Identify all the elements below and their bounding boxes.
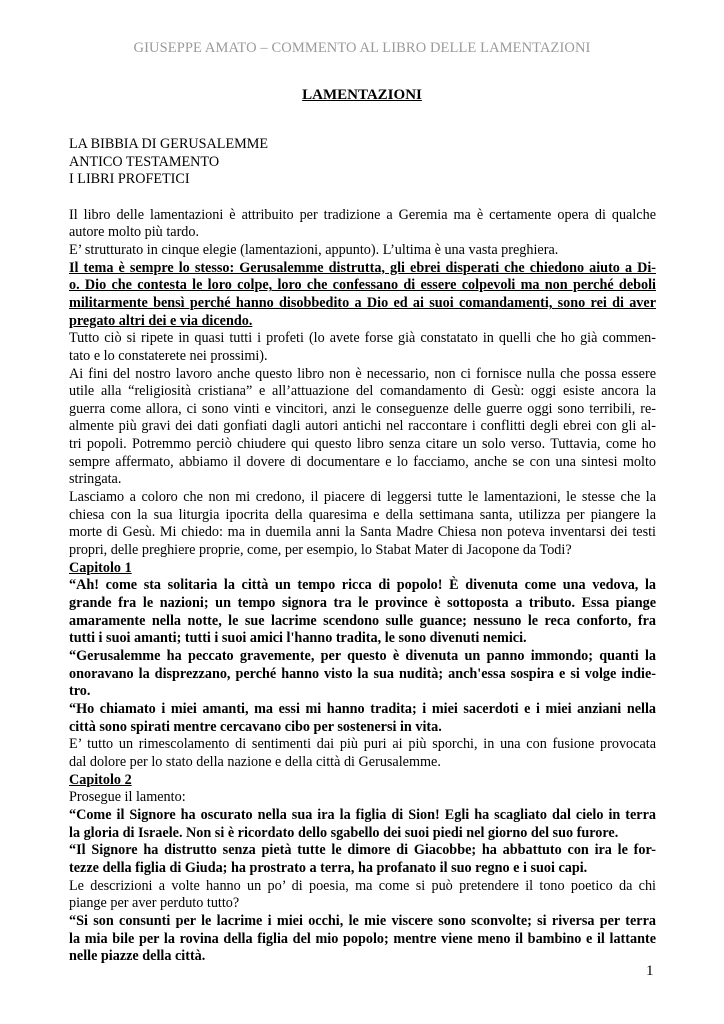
text-line: sempre affermato, abbiamo il dovere di documentare e lo facciamo, anche se con una sintesi molto	[69, 453, 656, 470]
text-line: onoravano la disprezzano, perché hanno visto la sua nudità; anch'essa sospira e si volge indie-	[69, 665, 656, 682]
text-lines	[69, 207, 656, 966]
document-body	[69, 136, 656, 966]
text-line: amaramente nella notte, le sue lacrime scendono sulle guance; nessuno le reca conforto, fra	[69, 612, 656, 629]
text-line: “Ah! come sta solitaria la città un tempo ricca di popolo! È divenuta come una vedova, la	[69, 577, 656, 594]
text-line: Tutto ciò si ripete in quasi tutti i profeti (lo avete forse già constatato in quelli che ho già commen-	[69, 330, 656, 347]
text-line: Capitolo 1	[69, 559, 132, 576]
text-line: E’ tutto un rimescolamento di sentimenti dai più puri ai più sporchi, in una con fusione provocata	[69, 736, 656, 753]
text-line: almente più gravi dei dati gonfiati dagli autori antichi nel raccontare i conflitti degli ebrei con gli al-	[69, 418, 656, 435]
text-line: pregato altri dei e via dicendo.	[69, 312, 253, 329]
text-line: “Ho chiamato i miei amanti, ma essi mi hanno tradita; i miei sacerdoti e i miei anziani nella	[69, 700, 656, 717]
text-line: la mia bile per la rovina della figlia del mio popolo; mentre viene meno il bambino e il lattante	[69, 930, 656, 947]
text-line: “Il Signore ha distrutto senza pietà tutte le dimore di Giacobbe; ha abbattuto con ira le for-	[69, 842, 656, 859]
text-line: E’ strutturato in cinque elegie (lamentazioni, appunto). L’ultima è una vasta preghiera.	[69, 241, 559, 258]
text-line: Prosegue il lamento:	[69, 789, 186, 806]
text-line: dal dolore per lo stato della nazione e della città di Gerusalemme.	[69, 753, 441, 770]
text-line: Le descrizioni a volte hanno un po’ di poesia, ma come si può pretendere il tono poetico da chi	[69, 877, 656, 894]
text-line: chiesa con la sua liturgia ipocrita della quaresima e della settimana santa, utilizza per piangere la	[69, 506, 656, 523]
text-line: tutti i suoi amanti; tutti i suoi amici l'hanno tradita, le sono divenuti nemici.	[69, 630, 527, 647]
text-line: Ai fini del nostro lavoro anche questo libro non è necessario, non ci fornisce nulla che possa essere	[69, 365, 656, 382]
text-line: morte di Gesù. Mi chiedo: ma in duemila anni la Santa Madre Chiesa non poteva inventarsi dei testi	[69, 524, 656, 541]
text-line: “Si son consunti per le lacrime i miei occhi, le mie viscere sono sconvolte; si riversa per terra	[69, 912, 656, 929]
book-heading-line: ANTICO TESTAMENTO	[69, 153, 220, 170]
text-line: tro.	[69, 683, 91, 700]
text-line: guerra come allora, ci sono vinti e vincitori, anzi le conseguenze delle guerre oggi sono terribili, re-	[69, 400, 656, 417]
text-line: piange per aver perduto tutto?	[69, 895, 240, 912]
book-heading	[69, 136, 656, 189]
text-line: Il libro delle lamentazioni è attribuito per tradizione a Geremia ma è certamente opera di qualche	[69, 206, 656, 223]
text-line: città sono spirati mentre cercavano cibo per sostenersi in vita.	[69, 718, 442, 735]
page-title: LAMENTAZIONI	[302, 87, 422, 103]
text-line: tato e lo constaterete nei prossimi).	[69, 347, 268, 364]
text-line: stringata.	[69, 471, 122, 488]
text-line: “Come il Signore ha oscurato nella sua ira la figlia di Sion! Egli ha scagliato dal cielo in terra	[69, 806, 656, 823]
text-line: o. Dio che contesta le loro colpe, loro che confessano di essere colpevoli ma non perché deboli	[69, 277, 656, 294]
text-line: propri, delle preghiere proprie, come, per esempio, lo Stabat Mater di Jacopone da Todi?	[69, 542, 572, 559]
book-heading-line: LA BIBBIA DI GERUSALEMME	[69, 136, 269, 152]
page-number: 1	[646, 963, 654, 979]
text-line: tri popoli. Potremmo perciò chiudere qui questo libro senza citare un solo verso. Tuttavia, come ho	[69, 436, 656, 453]
text-line: la gloria di Israele. Non si è ricordato dello sgabello dei suoi piedi nel giorno del suo furore.	[69, 824, 619, 841]
text-line: utile alla “religiosità cristiana” e all’attuazione del comandamento di Gesù: oggi esiste ancora la	[69, 383, 656, 400]
book-heading-line: I LIBRI PROFETICI	[69, 171, 190, 188]
text-line: Capitolo 2	[69, 771, 132, 788]
text-line: Lasciamo a coloro che non mi credono, il piacere di leggersi tutte le lamentazioni, le stesse che la	[69, 489, 656, 506]
paragraph-gap	[69, 189, 656, 207]
text-line: tezze della figlia di Giuda; ha prostrato a terra, ha profanato il suo regno e i suoi capi.	[69, 859, 588, 876]
text-line: grande fra le nazioni; un tempo signora tra le province è sottoposta a tributo. Essa piange	[69, 595, 656, 612]
text-line: “Gerusalemme ha peccato gravemente, per questo è divenuta un panno immondo; quanti la	[69, 648, 656, 665]
running-header: GIUSEPPE AMATO – COMMENTO AL LIBRO DELLE LAMENTAZIONI	[133, 40, 591, 56]
text-line: nelle piazze della città.	[69, 948, 206, 965]
text-line: Il tema è sempre lo stesso: Gerusalemme distrutta, gli ebrei disperati che chiedono aiuto a Di-	[69, 259, 656, 276]
text-line: autore molto più tardo.	[69, 224, 200, 241]
text-line: militarmente bensì perché hanno disobbedito a Dio ed ai suoi comandamenti, sono rei di aver	[69, 294, 656, 311]
